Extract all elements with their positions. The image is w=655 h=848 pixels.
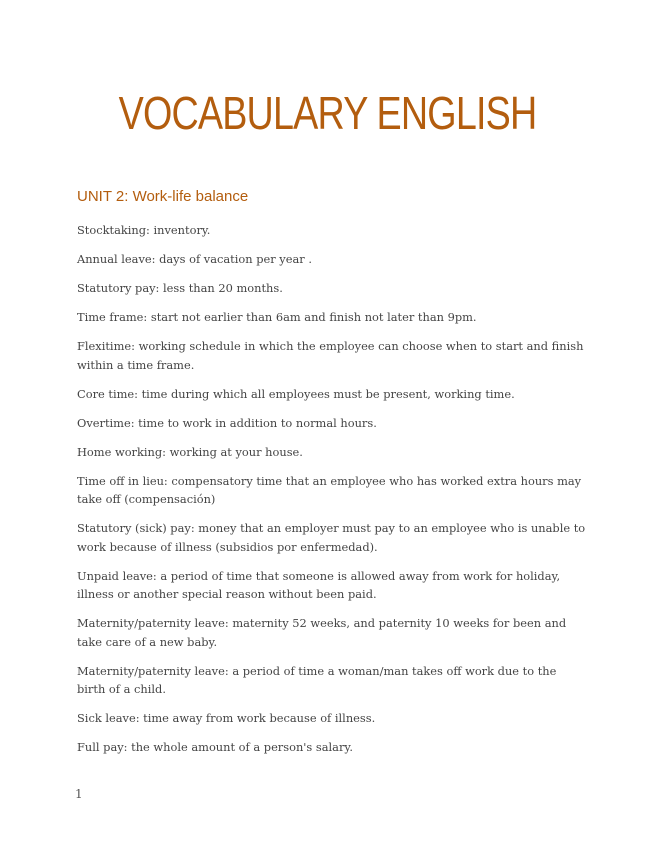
vocabulary-entry: Flexitime: working schedule in which the employee can choose when to start and finish within a time frame. [77, 339, 584, 372]
vocabulary-entry: Maternity/paternity leave: a period of time a woman/man takes off work due to the birth of a child. [77, 663, 557, 696]
vocabulary-entry: Annual leave: days of vacation per year . [77, 252, 312, 266]
vocabulary-entry: Maternity/paternity leave: maternity 52 weeks, and paternity 10 weeks for been and take care of a new baby. [77, 616, 567, 649]
vocabulary-entry: Time off in lieu: compensatory time that an employee who has worked extra hours may take off (compensación) [77, 473, 582, 506]
vocabulary-entry: Unpaid leave: a period of time that someone is allowed away from work for holiday, illness or another special reason without been paid. [77, 568, 561, 601]
vocabulary-entry: Core time: time during which all employees must be present, working time. [77, 386, 515, 401]
vocabulary-entry: Stocktaking: inventory. [77, 223, 211, 237]
document-title: VOCABULARY ENGLISH [118, 87, 537, 139]
vocabulary-entry: Statutory (sick) pay: money that an employer must pay to an employee who is unable to work because of illness (subsidios por enfermedad). [77, 521, 586, 554]
vocabulary-entry: Full pay: the whole amount of a person's salary. [77, 740, 353, 754]
vocabulary-entry: Statutory pay: less than 20 months. [77, 281, 283, 295]
unit-heading: UNIT 2: Work-life balance [77, 188, 249, 205]
vocabulary-entry: Time frame: start not earlier than 6am and finish not later than 9pm. [77, 310, 477, 324]
vocabulary-entry: Overtime: time to work in addition to normal hours. [77, 415, 377, 430]
vocabulary-list [77, 221, 587, 767]
vocabulary-entry: Sick leave: time away from work because of illness. [77, 711, 376, 725]
page-number: 1 [75, 787, 83, 801]
vocabulary-entry: Home working: working at your house. [77, 444, 303, 459]
